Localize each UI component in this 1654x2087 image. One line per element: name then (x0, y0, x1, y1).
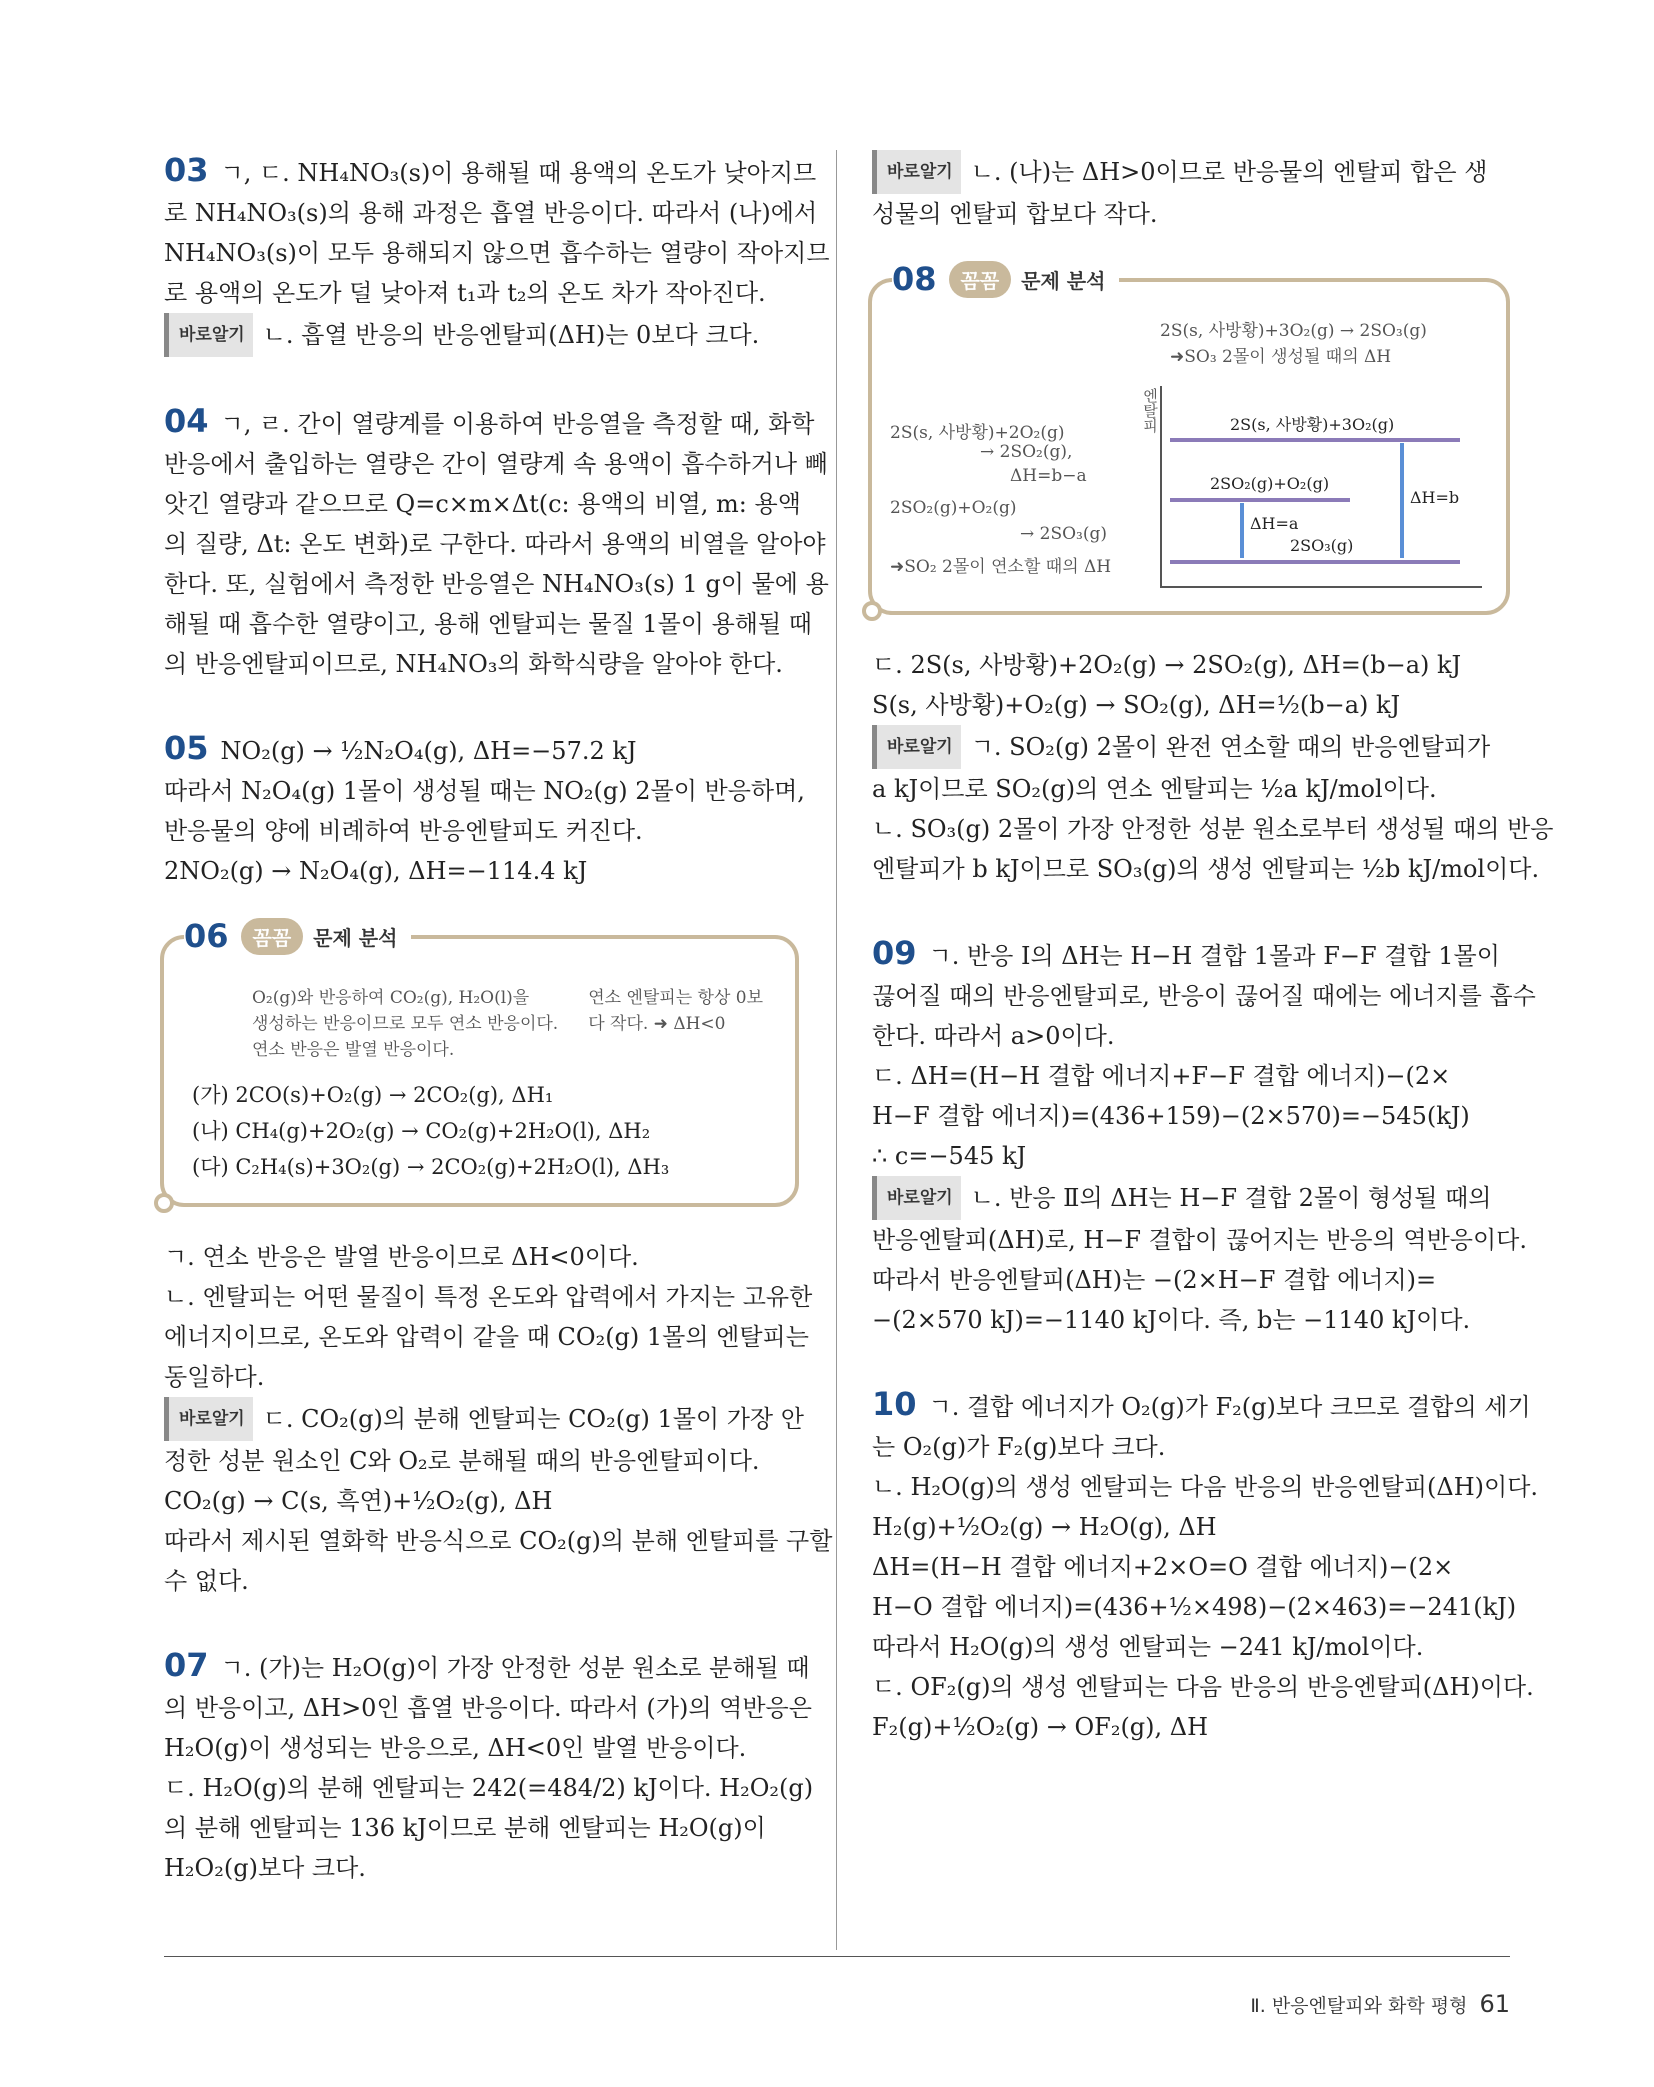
text-line: ㄱ. (가)는 H₂O(g)이 가장 안정한 성분 원소로 분해될 때 (220, 1654, 810, 1682)
section-title: Ⅱ. 반응엔탈피와 화학 평형 (1250, 1995, 1468, 2017)
equation: F₂(g)+½O₂(g) → OF₂(g), ΔH (872, 1713, 1209, 1741)
note-line: 연소 엔탈피는 항상 0보 (588, 988, 764, 1008)
frame-end-dot (862, 601, 882, 621)
answer-07-correction (872, 150, 1510, 234)
analysis-badge: 꼼꼼 (241, 918, 304, 955)
answer-number: 08 (892, 260, 937, 298)
footer-rule (164, 1956, 1510, 1957)
text-line: ㄷ. CO₂(g)의 분해 엔탈피는 CO₂(g) 1몰이 가장 안 (262, 1405, 804, 1433)
text-line: ㄷ. H₂O(g)의 분해 엔탈피는 242(=484/2) kJ이다. H₂O₂(g) (164, 1774, 814, 1802)
answer-number: 03 (164, 151, 209, 189)
text-line: −(2×570 kJ)=−1140 kJ이다. 즉, b는 −1140 kJ이다. (872, 1306, 1471, 1334)
reaction-line: (다) C₂H₄(s)+3O₂(g) → 2CO₂(g)+2H₂O(l), ΔH₃ (192, 1155, 670, 1179)
text-line: 따라서 반응엔탈피(ΔH)는 −(2×H−F 결합 에너지)= (872, 1266, 1437, 1294)
text-line: H−O 결합 에너지)=(436+½×498)−(2×463)=−241(kJ) (872, 1593, 1517, 1621)
diagram-note: 2S(s, 사방황)+3O₂(g) → 2SO₃(g) (1160, 321, 1427, 341)
level-products (1170, 560, 1460, 564)
equation: ㄷ. 2S(s, 사방황)+2O₂(g) → 2SO₂(g), ΔH=(b−a) kJ (872, 651, 1462, 679)
text-line: H₂O₂(g)보다 크다. (164, 1854, 366, 1882)
note-line: 다 작다. ➜ ΔH<0 (588, 1014, 726, 1034)
text-line: 의 반응엔탈피이므로, NH₄NO₃의 화학식량을 알아야 한다. (164, 650, 783, 678)
text-line: 는 O₂(g)가 F₂(g)보다 크다. (872, 1433, 1166, 1461)
text-line: 엔탈피가 b kJ이므로 SO₃(g)의 생성 엔탈피는 ½b kJ/mol이다. (872, 855, 1540, 883)
text-line: ㄱ. 연소 반응은 발열 반응이므로 ΔH<0이다. (164, 1243, 639, 1271)
diagram-note: ΔH=b−a (1010, 466, 1087, 486)
answer-number: 04 (164, 402, 209, 440)
text-line: ㄷ. OF₂(g)의 생성 엔탈피는 다음 반응의 반응엔탈피(ΔH)이다. (872, 1673, 1534, 1701)
diagram-note: 2S(s, 사방황)+2O₂(g) (890, 423, 1065, 443)
text-line: ㄱ, ㄷ. NH₄NO₃(s)이 용해될 때 용액의 온도가 낮아지므 (220, 159, 817, 187)
text-line: 한다. 또, 실험에서 측정한 반응열은 NH₄NO₃(s) 1 g이 물에 용 (164, 570, 829, 598)
text-line: 해될 때 흡수한 열량이고, 용해 엔탈피는 물질 1몰이 용해될 때 (164, 610, 812, 638)
text-line: ㄱ. SO₂(g) 2몰이 완전 연소할 때의 반응엔탈피가 (970, 733, 1491, 761)
text-line: 따라서 제시된 열화학 반응식으로 CO₂(g)의 분해 엔탈피를 구할 (164, 1527, 833, 1555)
text-line: 반응엔탈피(ΔH)로, H−F 결합이 끊어지는 반응의 역반응이다. (872, 1226, 1527, 1254)
answer-04 (164, 401, 829, 684)
text-line: 의 질량, Δt: 온도 변화)로 구한다. 따라서 용액의 비열을 알아야 (164, 530, 826, 558)
left-column (164, 150, 833, 1932)
answer-10 (872, 1384, 1539, 1747)
diagram-note: ➜SO₃ 2몰이 생성될 때의 ΔH (1170, 347, 1392, 367)
combustion-note (252, 985, 558, 1063)
level-intermediate (1170, 498, 1350, 502)
equation: CO₂(g) → C(s, 흑연)+½O₂(g), ΔH (164, 1487, 553, 1515)
answer-number: 09 (872, 934, 917, 972)
equation: H₂(g)+½O₂(g) → H₂O(g), ΔH (872, 1513, 1217, 1541)
arrow-a (1240, 503, 1244, 558)
arrow-label: ΔH=b (1410, 488, 1460, 507)
answer-number: 10 (872, 1385, 917, 1423)
correction-tag: 바로알기 (872, 1176, 961, 1220)
enthalpy-diagram (890, 321, 1488, 593)
text-line: ∴ c=−545 kJ (872, 1142, 1027, 1170)
text-line: 반응에서 출입하는 열량은 간이 열량계 속 용액이 흡수하거나 빼 (164, 450, 828, 478)
level-reactants (1170, 438, 1460, 442)
answer-07 (164, 1645, 814, 1888)
diagram-note: ➜SO₂ 2몰이 연소할 때의 ΔH (890, 557, 1112, 577)
correction-tag: 바로알기 (872, 725, 961, 769)
page-number: 61 (1479, 1990, 1510, 2018)
equation: 2NO₂(g) → N₂O₄(g), ΔH=−114.4 kJ (164, 857, 588, 885)
text-line: 동일하다. (164, 1363, 265, 1391)
arrow-b (1400, 443, 1404, 558)
answer-number: 05 (164, 729, 209, 767)
answer-06-text (164, 1237, 833, 1601)
column-divider (836, 150, 837, 1950)
frame-end-dot (154, 1193, 174, 1213)
analysis-header (184, 917, 411, 955)
text-line: ㄷ. ΔH=(H−H 결합 에너지+F−F 결합 에너지)−(2× (872, 1062, 1451, 1090)
answer-08-text (872, 645, 1554, 889)
text-line: 한다. 따라서 a>0이다. (872, 1022, 1115, 1050)
correction-tag: 바로알기 (872, 150, 961, 194)
level-label: 2S(s, 사방황)+3O₂(g) (1230, 415, 1395, 434)
answer-03 (164, 150, 830, 357)
page-footer (1250, 1990, 1510, 2018)
text-line: H−F 결합 에너지)=(436+159)−(2×570)=−545(kJ) (872, 1102, 1470, 1130)
problem-analysis-06 (160, 917, 799, 1207)
answer-05 (164, 728, 805, 891)
text-line: 따라서 H₂O(g)의 생성 엔탈피는 −241 kJ/mol이다. (872, 1633, 1424, 1661)
reaction-line: (가) 2CO(s)+O₂(g) → 2CO₂(g), ΔH₁ (192, 1083, 554, 1107)
equation: S(s, 사방황)+O₂(g) → SO₂(g), ΔH=½(b−a) kJ (872, 691, 1401, 719)
text-line: 앗긴 열량과 같으므로 Q=c×m×Δt(c: 용액의 비열, m: 용액 (164, 490, 801, 518)
note-line: O₂(g)와 반응하여 CO₂(g), H₂O(l)을 (252, 988, 530, 1008)
analysis-header (892, 260, 1119, 298)
text-line: ㄴ. 흡열 반응의 반응엔탈피(ΔH)는 0보다 크다. (262, 321, 760, 349)
text-line: 반응물의 양에 비례하여 반응엔탈피도 커진다. (164, 817, 643, 845)
text-line: a kJ이므로 SO₂(g)의 연소 엔탈피는 ½a kJ/mol이다. (872, 775, 1437, 803)
text-line: ΔH=(H−H 결합 에너지+2×O=O 결합 에너지)−(2× (872, 1553, 1454, 1581)
text-line: 로 용액의 온도가 덜 낮아져 t₁과 t₂의 온도 차가 작아진다. (164, 279, 766, 307)
text-line: ㄱ. 반응 Ⅰ의 ΔH는 H−H 결합 1몰과 F−F 결합 1몰이 (928, 942, 1500, 970)
text-line: NH₄NO₃(s)이 모두 용해되지 않으면 흡수하는 열량이 작아지므 (164, 239, 830, 267)
correction-tag: 바로알기 (164, 1397, 253, 1441)
text-line: 따라서 N₂O₄(g) 1몰이 생성될 때는 NO₂(g) 2몰이 반응하며, (164, 777, 805, 805)
diagram-note: → 2SO₃(g) (1020, 524, 1108, 544)
text-line: 끊어질 때의 반응엔탈피로, 반응이 끊어질 때에는 에너지를 흡수 (872, 982, 1536, 1010)
text-line: 의 분해 엔탈피는 136 kJ이므로 분해 엔탈피는 H₂O(g)이 (164, 1814, 766, 1842)
answer-number: 06 (184, 917, 229, 955)
diagram-note: → 2SO₂(g), (980, 442, 1073, 462)
text-line: H₂O(g)이 생성되는 반응으로, ΔH<0인 발열 반응이다. (164, 1734, 747, 1762)
note-line: 연소 반응은 발열 반응이다. (252, 1040, 455, 1060)
right-column (872, 150, 1554, 1791)
axis-label: 엔탈피 (1141, 388, 1159, 433)
analysis-badge: 꼼꼼 (949, 261, 1012, 298)
text-line: ㄴ. 반응 Ⅱ의 ΔH는 H−F 결합 2몰이 형성될 때의 (970, 1184, 1492, 1212)
text-line: 정한 성분 원소인 C와 O₂로 분해될 때의 반응엔탈피이다. (164, 1447, 760, 1475)
level-label: 2SO₃(g) (1290, 536, 1354, 555)
text-line: ㄱ. 결합 에너지가 O₂(g)가 F₂(g)보다 크므로 결합의 세기 (928, 1393, 1531, 1421)
reaction-line: (나) CH₄(g)+2O₂(g) → CO₂(g)+2H₂O(l), ΔH₂ (192, 1119, 651, 1143)
text-line: ㄱ, ㄹ. 간이 열량계를 이용하여 반응열을 측정할 때, 화학 (220, 410, 815, 438)
text-line: 성물의 엔탈피 합보다 작다. (872, 200, 1158, 228)
text-line: 의 반응이고, ΔH>0인 흡열 반응이다. 따라서 (가)의 역반응은 (164, 1694, 812, 1722)
text-line: ㄴ. SO₃(g) 2몰이 가장 안정한 성분 원소로부터 생성될 때의 반응 (872, 815, 1554, 843)
answer-number: 07 (164, 1646, 209, 1684)
text-line: 수 없다. (164, 1567, 249, 1595)
equation: NO₂(g) → ½N₂O₄(g), ΔH=−57.2 kJ (220, 737, 637, 765)
problem-analysis-08 (868, 260, 1510, 615)
text-line: 에너지이므로, 온도와 압력이 같을 때 CO₂(g) 1몰의 엔탈피는 (164, 1323, 809, 1351)
correction-tag: 바로알기 (164, 313, 253, 357)
enthalpy-note (588, 985, 763, 1063)
diagram-note: 2SO₂(g)+O₂(g) (890, 498, 1017, 518)
text-line: ㄴ. H₂O(g)의 생성 엔탈피는 다음 반응의 반응엔탈피(ΔH)이다. (872, 1473, 1539, 1501)
level-label: 2SO₂(g)+O₂(g) (1210, 474, 1330, 493)
arrow-label: ΔH=a (1250, 514, 1299, 533)
text-line: ㄴ. 엔탈피는 어떤 물질이 특정 온도와 압력에서 가지는 고유한 (164, 1283, 813, 1311)
analysis-heading: 문제 분석 (313, 925, 398, 950)
note-line: 생성하는 반응이므로 모두 연소 반응이다. (252, 1014, 559, 1034)
answer-09 (872, 933, 1536, 1340)
text-line: 로 NH₄NO₃(s)의 용해 과정은 흡열 반응이다. 따라서 (나)에서 (164, 199, 818, 227)
text-line: ㄴ. (나)는 ΔH>0이므로 반응물의 엔탈피 합은 생 (970, 158, 1488, 186)
analysis-heading: 문제 분석 (1021, 268, 1106, 293)
